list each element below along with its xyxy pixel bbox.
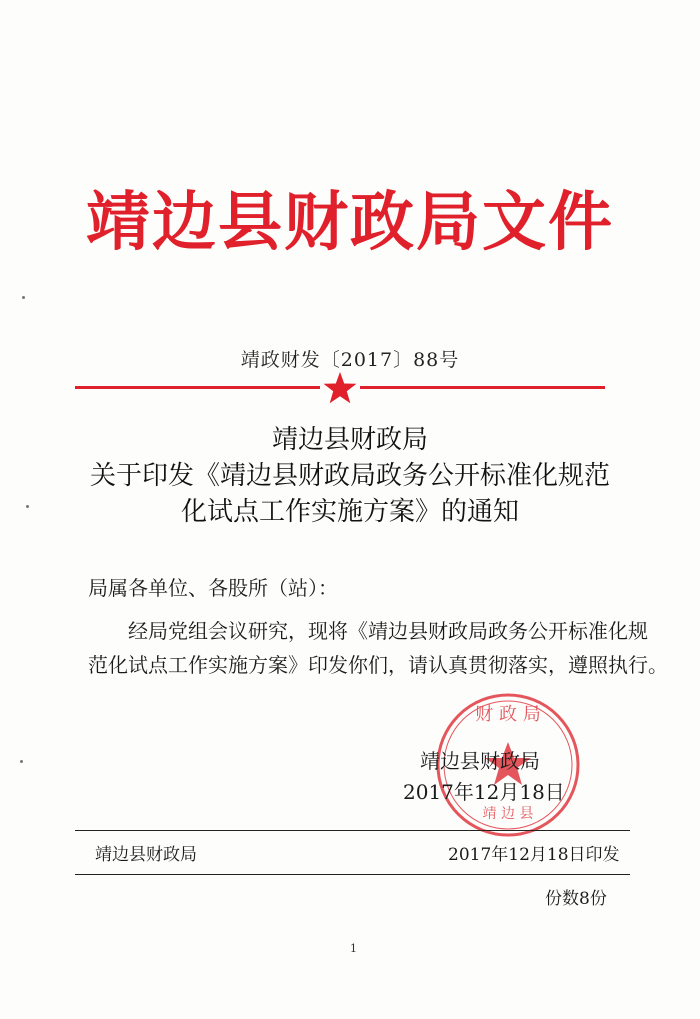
footer-printed-date: 2017年12月18日印发 (448, 845, 620, 865)
signer-name: 靖边县财政局 (420, 749, 540, 773)
scan-speck (20, 760, 23, 763)
masthead-title: 靖边县财政局文件 (86, 185, 614, 260)
body-line: 范化试点工作实施方案》印发你们，请认真贯彻落实，遵照执行。 (88, 653, 668, 677)
salutation: 局属各单位、各股所（站）： (88, 576, 338, 600)
star-icon (322, 370, 358, 406)
document-number: 靖政财发〔2017〕88号 (240, 349, 460, 371)
page-number: 1 (350, 942, 357, 955)
svg-text:财 政 局: 财 政 局 (475, 704, 541, 725)
footer-issuer: 靖边县财政局 (95, 845, 197, 865)
signature-date: 2017年12月18日 (403, 780, 565, 804)
red-divider-left (75, 386, 320, 389)
footer-rule-top (75, 830, 630, 831)
title-line: 化试点工作实施方案》的通知 (180, 497, 519, 527)
scan-speck (26, 505, 29, 508)
footer-rule-bottom (75, 874, 630, 875)
red-divider-right (360, 386, 605, 389)
body-line: 经局党组会议研究，现将《靖边县财政局政务公开标准化规 (128, 619, 648, 643)
copies-count: 份数8份 (545, 889, 607, 909)
svg-text:靖 边 县: 靖 边 县 (482, 806, 534, 822)
notice-title (0, 422, 700, 530)
scan-speck (22, 296, 25, 299)
title-line: 关于印发《靖边县财政局政务公开标准化规范 (89, 461, 610, 491)
body-paragraph (88, 614, 668, 682)
title-line: 靖边县财政局 (271, 425, 428, 455)
